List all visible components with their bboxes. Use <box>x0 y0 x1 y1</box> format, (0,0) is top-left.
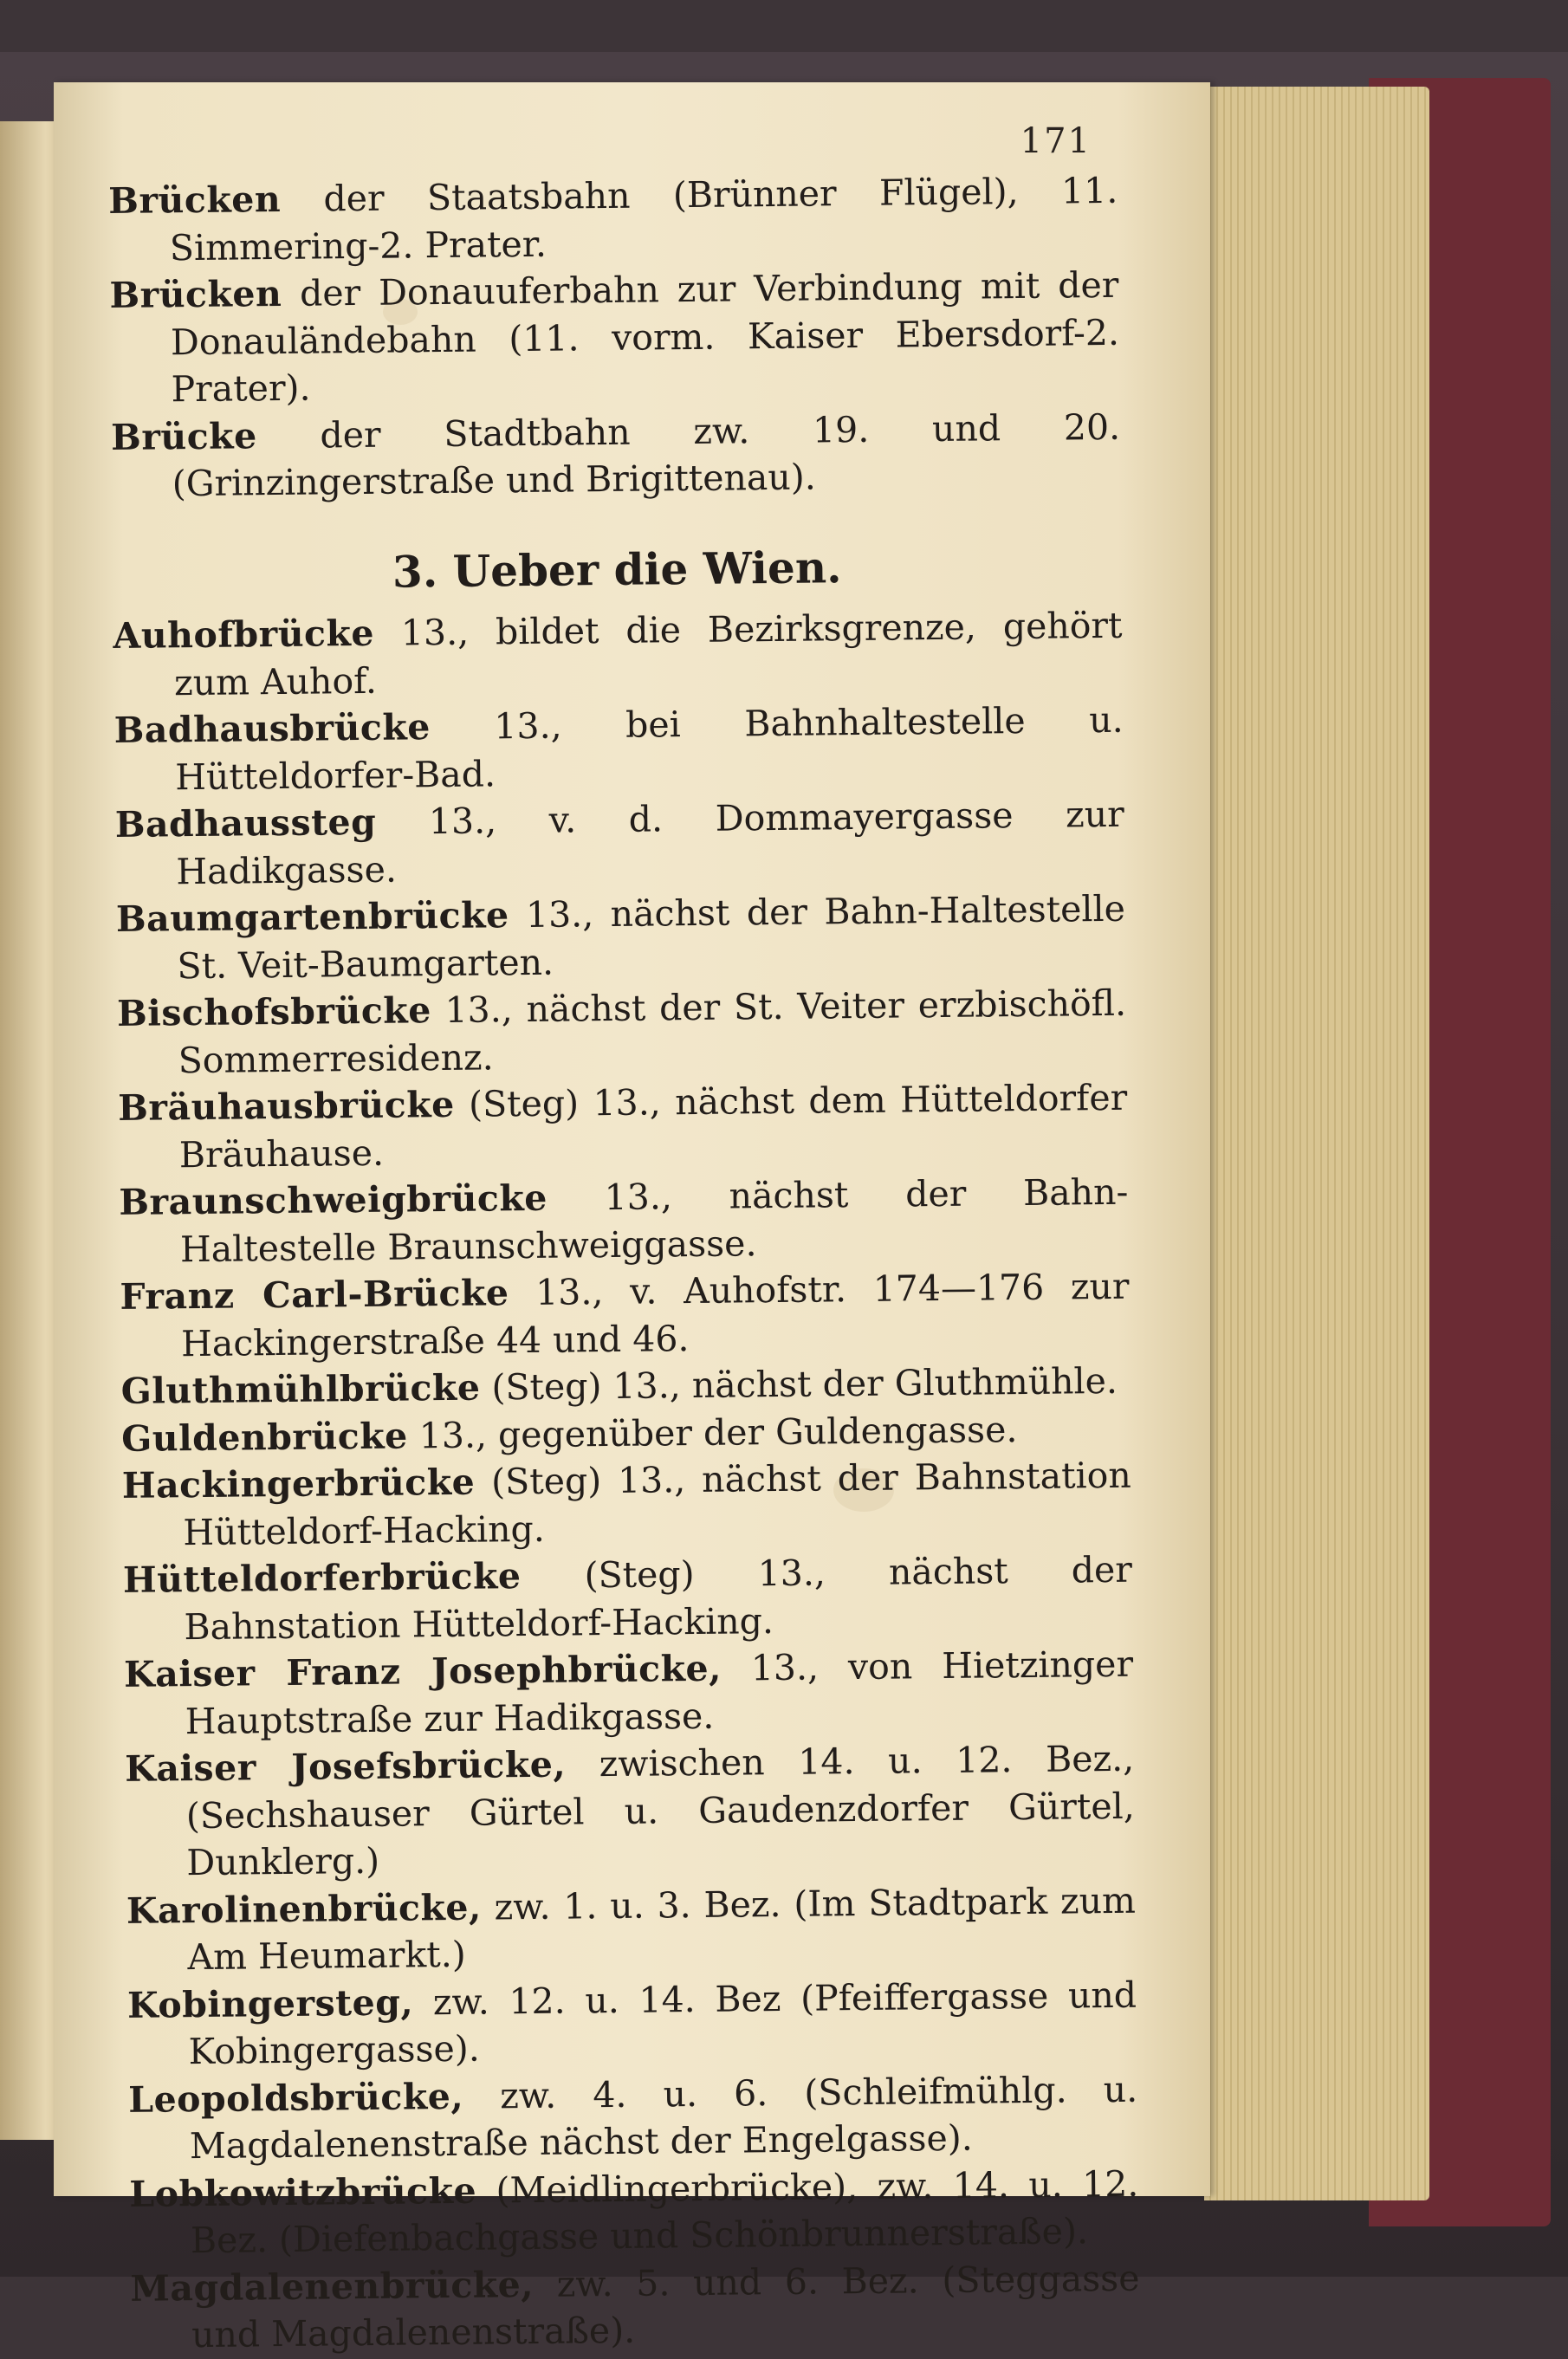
entry-text: 13., gegenüber der Guldengasse. <box>407 1408 1018 1456</box>
entry-term: Brücke <box>110 414 257 458</box>
entry-term: Badhausbrücke <box>113 706 431 751</box>
entry-term: Kobingersteg, <box>126 1980 414 2026</box>
list-item <box>113 602 1123 707</box>
entry-text: 13., bei Bahnhaltestelle u. Hütteldorfer-Bad. <box>174 698 1124 798</box>
entry-text: 13., nächst der Bahn-Haltestelle St. Veit-Baumgarten. <box>177 887 1126 987</box>
page-stack <box>1204 87 1429 2200</box>
entry-text: (Steg) 13., nächst der Bahnstation Hütteldorf-Hacking. <box>184 1548 1133 1648</box>
entry-term: Baumgartenbrücke <box>115 894 509 940</box>
bridge-list <box>113 602 1140 2359</box>
list-item <box>128 2065 1138 2170</box>
list-item <box>126 1876 1137 1981</box>
section-heading: 3. Ueber die Wien. <box>392 541 842 598</box>
list-item <box>125 1735 1136 1888</box>
entry-term: Hackingerbrücke <box>121 1461 476 1507</box>
entry-term: Bischofsbrücke <box>116 989 432 1034</box>
entry-term: Kaiser Josefsbrücke, <box>124 1743 567 1790</box>
entry-text: zw. 12. u. 14. Bez (Pfeiffergasse und Kobingergasse). <box>188 1973 1137 2073</box>
entry-text: zw. 4. u. 6. (Schleifmühlg. u. Magdalenenstraße nächst der Engelgasse). <box>189 2068 1138 2168</box>
entry-text: (Steg) 13., nächst der Gluthmühle. <box>480 1359 1118 1409</box>
entry-term: Lobkowitzbrücke <box>129 2169 477 2215</box>
list-item <box>119 1169 1129 1273</box>
entry-term: Braunschweigbrücke <box>119 1176 548 1223</box>
entry-text: 13., v. Auhofstr. 174—176 zur Hackingerstraße 44 und 46. <box>180 1265 1130 1364</box>
page-number: 171 <box>1020 121 1092 161</box>
list-item <box>108 167 1118 272</box>
entry-term: Badhaussteg <box>114 800 377 846</box>
entry-term: Karolinenbrücke, <box>126 1886 482 1932</box>
entry-text: (Steg) 13., nächst dem Hütteldorfer Bräuhause. <box>178 1076 1128 1176</box>
entry-text: 13., von Hietzinger Hauptstraße zur Hadikgasse. <box>185 1643 1134 1742</box>
list-item <box>124 1641 1134 1746</box>
list-item <box>117 980 1127 1085</box>
entry-term: Leopoldsbrücke, <box>127 2075 464 2121</box>
entry-term: Kaiser Franz Josephbrücke, <box>123 1647 722 1695</box>
list-item <box>120 1263 1130 1368</box>
list-item <box>123 1546 1133 1651</box>
entry-text: 13., v. d. Dommayergasse zur Hadikgasse. <box>176 793 1125 892</box>
entry-text: zw. 5. und 6. Bez. (Steggasse und Magdalenenstraße). <box>191 2257 1140 2356</box>
entry-term: Auhofbrücke <box>113 612 375 657</box>
entry-term: Brücken <box>108 178 282 222</box>
entry-term: Magdalenenbrücke, <box>130 2263 535 2310</box>
entry-text: der Stadtbahn zw. 19. und 20. (Grinzingerstraße und Brigittenau). <box>172 405 1121 505</box>
list-item <box>118 1074 1128 1179</box>
entry-text: der Donauuferbahn zur Verbindung mit der Donauländebahn (11. vorm. Kaiser Ebersdorf-2. Prater). <box>170 263 1120 411</box>
list-item <box>115 791 1125 896</box>
entry-text: zwischen 14. u. 12. Bez., (Sechshauser Gürtel u. Gaudenzdorfer Gürtel, Dunklerg.) <box>185 1737 1135 1884</box>
entry-text: 13., nächst der Bahn-Haltestelle Braunschweiggasse. <box>179 1170 1129 1270</box>
list-item <box>113 697 1124 801</box>
list-item <box>111 403 1121 508</box>
list-item <box>130 2254 1140 2359</box>
list-item <box>127 1971 1137 2076</box>
entry-text: zw. 1. u. 3. Bez. (Im Stadtpark zum Am Heumarkt.) <box>187 1879 1137 1979</box>
entry-term: Brücken <box>109 272 282 316</box>
list-item <box>109 262 1120 414</box>
list-item <box>122 1452 1132 1557</box>
entry-text: (Meidlingerbrücke), zw. 14. u. 12. Bez. (Diefenbachgasse und Schönbrunnerstraße). <box>190 2162 1139 2262</box>
entry-term: Hütteldorferbrücke <box>122 1555 522 1601</box>
page-text <box>108 167 1140 2359</box>
entry-term: Guldenbrücke <box>120 1414 408 1460</box>
entry-text: (Steg) 13., nächst der Bahnstation Hütteldorf-Hacking. <box>183 1454 1131 1553</box>
list-item <box>116 885 1126 990</box>
entry-text: der Staatsbahn (Brünner Flügel), 11. Simmering-2. Prater. <box>169 169 1118 269</box>
entry-text: 13., bildet die Bezirksgrenze, gehört zum Auhof. <box>173 604 1123 703</box>
entry-term: Gluthmühlbrücke <box>120 1366 481 1412</box>
entry-term: Bräuhausbrücke <box>117 1083 455 1129</box>
entry-text: 13., nächst der St. Veiter erzbischöfl. Sommerresidenz. <box>178 982 1127 1081</box>
entry-term: Franz Carl-Brücke <box>120 1272 509 1318</box>
list-item <box>129 2160 1139 2265</box>
